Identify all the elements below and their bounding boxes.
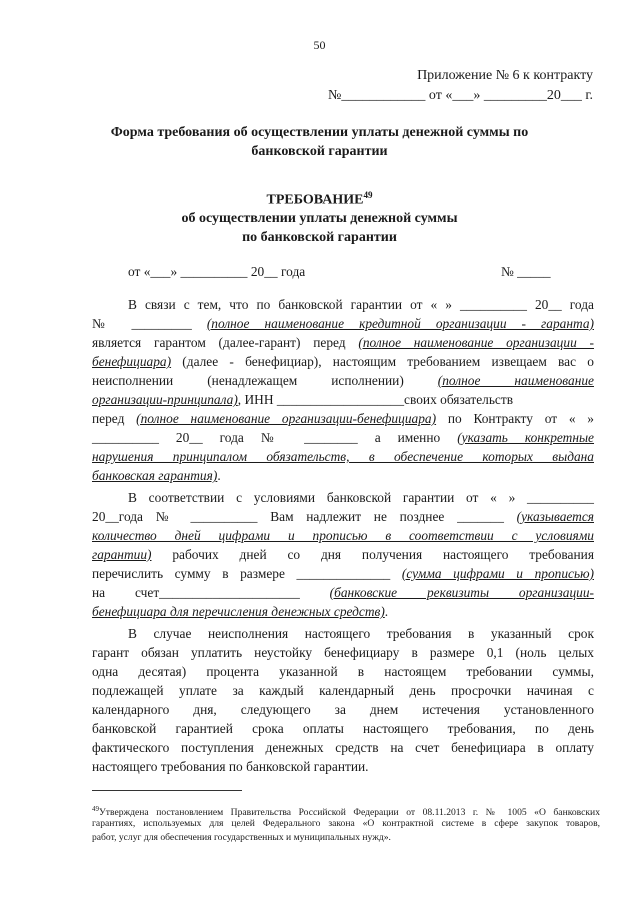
footnote-divider [92, 790, 242, 791]
body-line: является гарантом (далее-гарант) перед (полное наименование организации - [92, 335, 594, 350]
body-line: гарант обязан уплатить неустойку бенефициару в размере 0,1 (ноль целых [92, 645, 594, 660]
body-line: настоящего требования по банковской гарантии. [92, 759, 369, 774]
requirement-number: № _____ [501, 264, 551, 279]
body-line: неисполнении (ненадлежащем исполнении) (полное наименование [92, 373, 594, 388]
document-title-text: ТРЕБОВАНИЕ [266, 192, 364, 208]
form-title-line-2: банковской гарантии [251, 144, 388, 159]
form-title-line-1: Форма требования об осуществлении уплаты денежной суммы по [110, 125, 529, 140]
body-line: __________ 20__ года № ________ а именно (указать конкретные [92, 430, 595, 445]
placeholder-beneficiary-name: (полное наименование организации - [358, 335, 594, 350]
body-line: фактического поступления денежных средств на счет бенефициара в оплату [92, 740, 594, 755]
document-subtitle-2: по банковской гарантии [242, 230, 397, 245]
body-line: перед (полное наименование организации-бенефициара) по Контракту от « » [92, 411, 594, 426]
page-number: 50 [313, 38, 326, 52]
date-line: от «___» __________ 20__ года [128, 264, 306, 279]
body-line: В соответствии с условиями банковской гарантии от « » __________ [128, 490, 594, 505]
placeholder-guarantor-name: (полное наименование кредитной организации - гаранта) [206, 316, 594, 331]
placeholder-principal-name: (полное наименование [437, 373, 594, 388]
placeholder-bank-details: (банковские реквизиты организации- [329, 585, 594, 600]
body-line: № _________ (полное наименование кредитной организации - гаранта) [92, 316, 594, 331]
body-line: бенефициара) (далее - бенефициар), настоящим требованием извещаем вас о [92, 354, 594, 369]
placeholder-days: (указывается [516, 509, 594, 524]
appendix-number-line: №____________ от «___» _________20___ г. [328, 88, 593, 103]
body-line: на счет_____________________ (банковские реквизиты организации- [92, 585, 594, 600]
body-line: бенефициара для перечисления денежных средств). [92, 604, 389, 619]
body-line: банковской гарантией срока оплаты настоящего требования, по день [92, 721, 594, 736]
document-title [0, 190, 639, 209]
body-line: подлежащей уплате за каждый календарный день просрочки начиная с [92, 683, 594, 698]
footnote-line-2: гарантиях, используемых для целей Федерального закона «О контрактной системе в сфере закупок товаров, [92, 818, 600, 829]
body-line: В случае неисполнения настоящего требования в указанный срок [128, 626, 594, 641]
body-line: нарушения принципалом обязательств, в обеспечение которых выдана [92, 449, 594, 464]
body-line: В связи с тем, что по банковской гарантии от « » __________ 20__ года [128, 297, 594, 312]
body-line: количество дней цифрами и прописью в соответствии с условиями [92, 528, 594, 543]
footnote-line-1: $^{49}$Утверждена постановлением Правительства Российской Федерации от 08.11.2013 г. № 1005 «О банковских [92, 805, 600, 819]
body-line: одна десятая) процента указанной в настоящем требовании суммы, [92, 664, 594, 679]
placeholder-violations: (указать конкретные [457, 430, 595, 445]
placeholder-amount: (сумма цифрами и прописью) [401, 566, 594, 581]
body-line: банковская гарантия). [92, 468, 221, 483]
body-line: перечислить сумму в размере ______________ (сумма цифрами и прописью) [92, 566, 594, 581]
body-line: календарного дня, следующего за днем истечения установленного [92, 702, 594, 717]
body-line: организации-принципала), ИНН ___________________своих обязательств [92, 392, 514, 407]
body-line: 20__года № __________ Вам надлежит не позднее _______ (указывается [92, 509, 594, 524]
appendix-title: Приложение № 6 к контракту [417, 68, 593, 83]
footnote-reference: 49 [363, 190, 373, 200]
placeholder-beneficiary-full-name: (полное наименование организации-бенефициара) [136, 411, 437, 426]
document-subtitle-1: об осуществлении уплаты денежной суммы [181, 211, 458, 226]
body-line: гарантии) рабочих дней со дня получения настоящего требования [92, 547, 594, 562]
footnote-line-3: работ, услуг для обеспечения государственных и муниципальных нужд». [92, 832, 391, 843]
